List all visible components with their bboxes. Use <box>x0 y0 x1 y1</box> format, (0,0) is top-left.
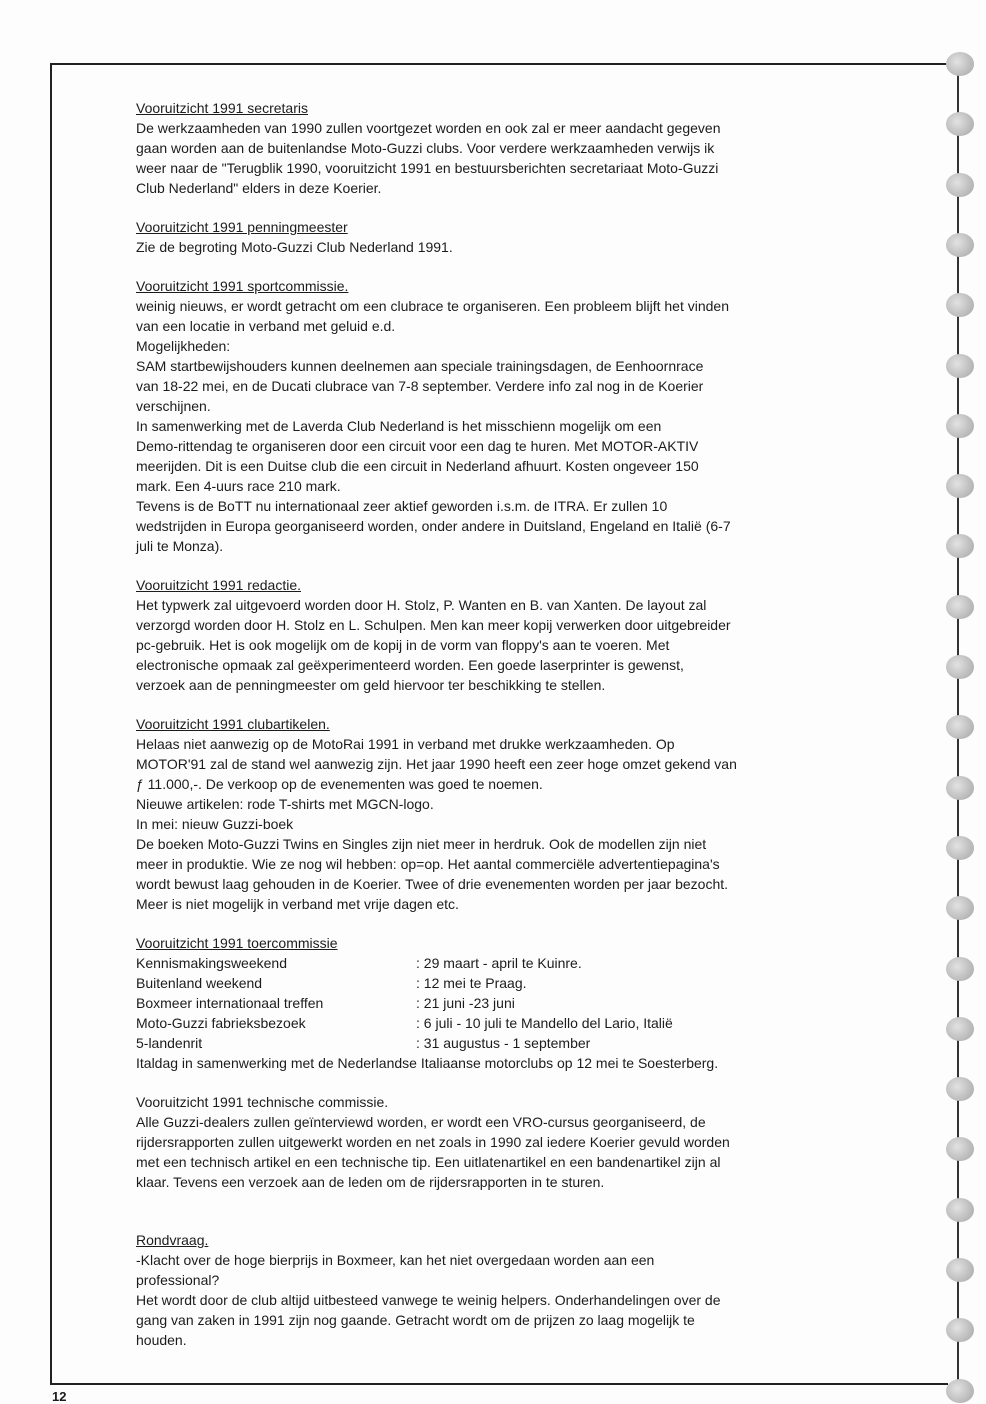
section-clubartikelen <box>136 714 852 914</box>
event-date: : 31 augustus - 1 september <box>416 1035 591 1051</box>
event-name: Kennismakingsweekend <box>136 955 287 971</box>
text-line: Meer is niet mogelijk in verband met vrije dagen etc. <box>136 896 459 912</box>
binder-ring <box>946 1137 974 1161</box>
binder-ring <box>946 293 974 317</box>
text-line: met een technisch artikel en een technische tip. Een uitlatenartikel en een bandenartikel zijn al <box>136 1154 721 1170</box>
text-line: weer naar de "Terugblik 1990, vooruitzicht 1991 en bestuursberichten secretariaat Moto-Guzzi <box>136 160 719 176</box>
binder-ring <box>946 1017 974 1041</box>
binder-ring <box>946 1198 974 1222</box>
binder-ring <box>946 233 974 257</box>
schedule-row <box>136 1033 852 1053</box>
binder-ring <box>946 836 974 860</box>
text-line: Club Nederland" elders in deze Koerier. <box>136 180 382 196</box>
text-line: gang van zaken in 1991 zijn nog gaande. Getracht wordt om de prijzen zo laag mogelijk te <box>136 1312 695 1328</box>
text-line: SAM startbewijshouders kunnen deelnemen aan speciale trainingsdagen, de Eenhoornrace <box>136 358 704 374</box>
text-line: verzorgd worden door H. Stolz en L. Schulpen. Men kan meer kopij verwerken door uitgebreider <box>136 617 731 633</box>
event-name: 5-landenrit <box>136 1035 203 1051</box>
text-line: van 18-22 mei, en de Ducati clubrace van 7-8 september. Verdere info zal nog in de Koerier <box>136 378 704 394</box>
binder-ring <box>946 776 974 800</box>
text-line: van een locatie in verband met geluid e.d. <box>136 318 396 334</box>
section-heading: Vooruitzicht 1991 sportcommissie. <box>136 278 349 294</box>
text-line: houden. <box>136 1332 187 1348</box>
text-line: Helaas niet aanwezig op de MotoRai 1991 in verband met drukke werkzaamheden. Op <box>136 736 675 752</box>
section-heading: Vooruitzicht 1991 secretaris <box>136 100 308 116</box>
text-line: In mei: nieuw Guzzi-boek <box>136 816 294 832</box>
binder-ring <box>946 173 974 197</box>
event-date: : 6 juli - 10 juli te Mandello del Lario, Italië <box>416 1015 673 1031</box>
text-line: gaan worden aan de buitenlandse Moto-Guzzi clubs. Voor verdere werkzaamheden verwijs ik <box>136 140 715 156</box>
text-line: De werkzaamheden van 1990 zullen voortgezet worden en ook zal er meer aandacht gegeven <box>136 120 721 136</box>
text-line: electronische opmaak zal geëxperimenteerd worden. Een goede laserprinter is gewenst, <box>136 657 684 673</box>
text-line: wordt bewust laag gehouden in de Koerier. Twee of drie evenementen worden per jaar bezocht. <box>136 876 729 892</box>
text-line: Alle Guzzi-dealers zullen geïnterviewd worden, er wordt een VRO-cursus georganiseerd, de <box>136 1114 706 1130</box>
text-line: ƒ 11.000,-. De verkoop op de evenementen was goed te noemen. <box>136 776 543 792</box>
text-line: De boeken Moto-Guzzi Twins en Singles zijn niet meer in herdruk. Ook de modellen zijn niet <box>136 836 707 852</box>
text-line: meer in produktie. Wie ze nog wil hebben: op=op. Het aantal commerciële advertentiepagina's <box>136 856 720 872</box>
text-line: wedstrijden in Europa georganiseerd worden, onder andere in Duitsland, Engeland en Italië (6-7 <box>136 518 731 534</box>
text-line: pc-gebruik. Het is ook mogelijk om de kopij in de vorm van floppy's aan te voeren. Met <box>136 637 670 653</box>
text-line: Het typwerk zal uitgevoerd worden door H. Stolz, P. Wanten en B. van Xanten. De layout zal <box>136 597 707 613</box>
page-number: 12 <box>52 1389 67 1404</box>
event-name: Boxmeer internationaal treffen <box>136 995 324 1011</box>
text-line: Zie de begroting Moto-Guzzi Club Nederland 1991. <box>136 239 453 255</box>
text-line: verzoek aan de penningmeester om geld hiervoor ter beschikking te stellen. <box>136 677 606 693</box>
binder-ring <box>946 896 974 920</box>
binder-ring <box>946 1318 974 1342</box>
section-heading: Vooruitzicht 1991 technische commissie. <box>136 1094 389 1110</box>
schedule-row <box>136 953 852 973</box>
binder-ring <box>946 112 974 136</box>
document-body <box>136 98 852 1369</box>
text-line: MOTOR'91 zal de stand wel aanwezig zijn. Het jaar 1990 heeft een zeer hoge omzet gekend van <box>136 756 737 772</box>
text-line: professional? <box>136 1272 220 1288</box>
section-heading: Vooruitzicht 1991 penningmeester <box>136 219 348 235</box>
section-secretaris <box>136 98 852 198</box>
binder-ring <box>946 534 974 558</box>
event-date: : 29 maart - april te Kuinre. <box>416 955 582 971</box>
event-date: : 21 juni -23 juni <box>416 995 515 1011</box>
schedule-row <box>136 1013 852 1033</box>
binder-ring <box>946 354 974 378</box>
text-line: Nieuwe artikelen: rode T-shirts met MGCN-logo. <box>136 796 434 812</box>
text-line: juli te Monza). <box>136 538 224 554</box>
text-line: Het wordt door de club altijd uitbesteed vanwege te weinig helpers. Onderhandelingen over de <box>136 1292 721 1308</box>
binder-ring <box>946 595 974 619</box>
event-date: : 12 mei te Praag. <box>416 975 527 991</box>
text-line: Italdag in samenwerking met de Nederlandse Italiaanse motorclubs op 12 mei te Soesterberg. <box>136 1055 719 1071</box>
text-line: rijdersrapporten zullen uitgewerkt worden en net zoals in 1990 zal iedere Koerier gevuld worden <box>136 1134 730 1150</box>
section-redactie <box>136 575 852 695</box>
binder-ring <box>946 655 974 679</box>
section-heading: Vooruitzicht 1991 redactie. <box>136 577 301 593</box>
section-technische <box>136 1092 852 1192</box>
section-rondvraag <box>136 1230 852 1350</box>
binder-ring <box>946 1379 974 1403</box>
binder-ring <box>946 474 974 498</box>
text-line: mark. Een 4-uurs race 210 mark. <box>136 478 341 494</box>
section-heading: Vooruitzicht 1991 clubartikelen. <box>136 716 330 732</box>
binder-ring <box>946 414 974 438</box>
text-line: Demo-rittendag te organiseren door een circuit voor een dag te huren. Met MOTOR-AKTIV <box>136 438 699 454</box>
text-line: verschijnen. <box>136 398 211 414</box>
text-line: -Klacht over de hoge bierprijs in Boxmeer, kan het niet overgedaan worden aan een <box>136 1252 655 1268</box>
section-toercommissie <box>136 933 852 1073</box>
binder-ring <box>946 957 974 981</box>
binder-ring <box>946 52 974 76</box>
text-line: meerijden. Dit is een Duitse club die een circuit in Nederland afhuurt. Kosten ongeveer 150 <box>136 458 699 474</box>
schedule-row <box>136 993 852 1013</box>
section-penningmeester <box>136 217 852 257</box>
event-name: Moto-Guzzi fabrieksbezoek <box>136 1015 306 1031</box>
text-line: Mogelijkheden: <box>136 338 231 354</box>
text-line: weinig nieuws, er wordt getracht om een clubrace te organiseren. Een probleem blijft het vinden <box>136 298 729 314</box>
binder-ring <box>946 715 974 739</box>
section-heading: Rondvraag. <box>136 1232 209 1248</box>
section-heading: Vooruitzicht 1991 toercommissie <box>136 935 338 951</box>
text-line: klaar. Tevens een verzoek aan de leden om de rijdersrapporten in te sturen. <box>136 1174 605 1190</box>
event-name: Buitenland weekend <box>136 975 263 991</box>
text-line: Tevens is de BoTT nu internationaal zeer aktief geworden i.s.m. de ITRA. Er zullen 10 <box>136 498 668 514</box>
schedule-row <box>136 973 852 993</box>
binder-ring <box>946 1258 974 1282</box>
binder-ring <box>946 1077 974 1101</box>
section-sportcommissie <box>136 276 852 556</box>
text-line: In samenwerking met de Laverda Club Nederland is het misschienn mogelijk om een <box>136 418 662 434</box>
